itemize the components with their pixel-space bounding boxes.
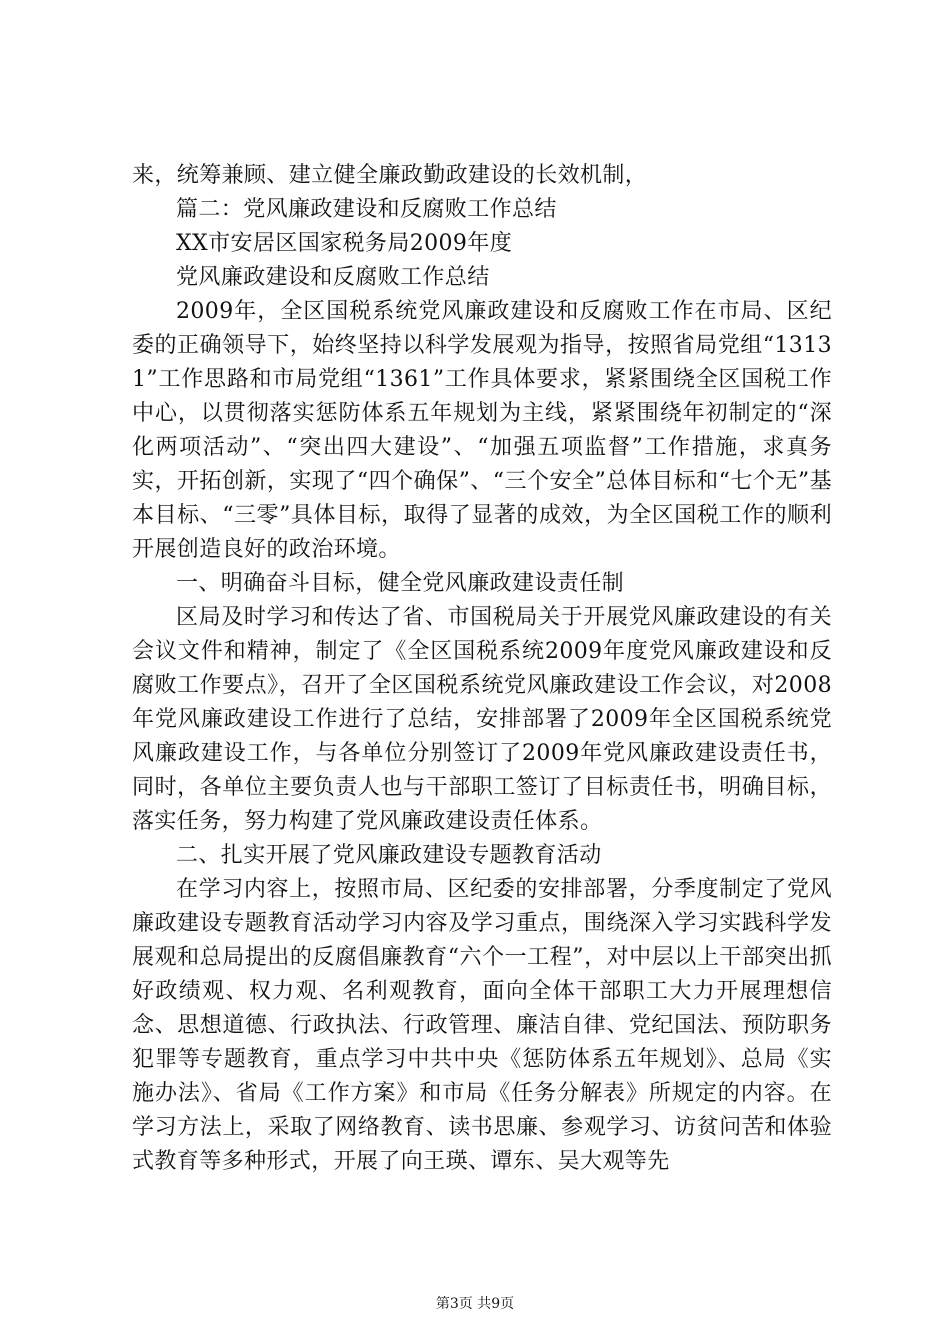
paragraph: 2009年，全区国税系统党风廉政建设和反腐败工作在市局、区纪委的正确领导下，始终坚持以科学发展观为指导，按照省局党组“13131”工作思路和市局党组“1361”工作具体要求，紧紧围绕全区国税工作中心，以贯彻落实惩防体系五年规划为主线，紧紧围绕年初制定的“深化两项活动”、“突出四大建设”、“加强五项监督”工作措施，求真务实，开拓创新，实现了“四个确保”、“三个安全”总体目标和“七个无”基本目标、“三零”具体目标，取得了显著的成效，为全区国税工作的顺利开展创造良好的政治环境。 (132, 299, 832, 562)
paragraph: 来，统筹兼顾、建立健全廉政勤政建设的长效机制， (132, 163, 648, 188)
paragraph: 篇二：党风廉政建设和反腐败工作总结 (176, 197, 557, 222)
paragraph: 二、扎实开展了党风廉政建设专题教育活动 (176, 843, 602, 868)
page-footer: 第3页 共9页 (435, 1296, 515, 1312)
paragraph: XX市安居区国家税务局2009年度 (176, 231, 513, 256)
paragraph: 在学习内容上，按照市局、区纪委的安排部署，分季度制定了党风廉政建设专题教育活动学习内容及学习重点，围绕深入学习实践科学发展观和总局提出的反腐倡廉教育“六个一工程”，对中层以上干部突出抓好政绩观、权力观、名利观教育，面向全体干部职工大力开展理想信念、思想道德、行政执法、行政管理、廉洁自律、党纪国法、预防职务犯罪等专题教育，重点学习中共中央《惩防体系五年规划》、总局《实施办法》、省局《工作方案》和市局《任务分解表》所规定的内容。在学习方法上，采取了网络教育、读书思廉、参观学习、访贫问苦和体验式教育等多种形式，开展了向王瑛、谭东、吴大观等先 (132, 877, 832, 1174)
document-body (132, 159, 832, 1179)
paragraph: 区局及时学习和传达了省、市国税局关于开展党风廉政建设的有关会议文件和精神，制定了《全区国税系统2009年度党风廉政建设和反腐败工作要点》，召开了全区国税系统党风廉政建设工作会议，对2008年党风廉政建设工作进行了总结，安排部署了2009年全区国税系统党风廉政建设工作，与各单位分别签订了2009年党风廉政建设责任书，同时，各单位主要负责人也与干部职工签订了目标责任书，明确目标，落实任务，努力构建了党风廉政建设责任体系。 (132, 605, 832, 834)
paragraph: 党风廉政建设和反腐败工作总结 (176, 265, 490, 290)
paragraph: 一、明确奋斗目标，健全党风廉政建设责任制 (176, 571, 625, 596)
